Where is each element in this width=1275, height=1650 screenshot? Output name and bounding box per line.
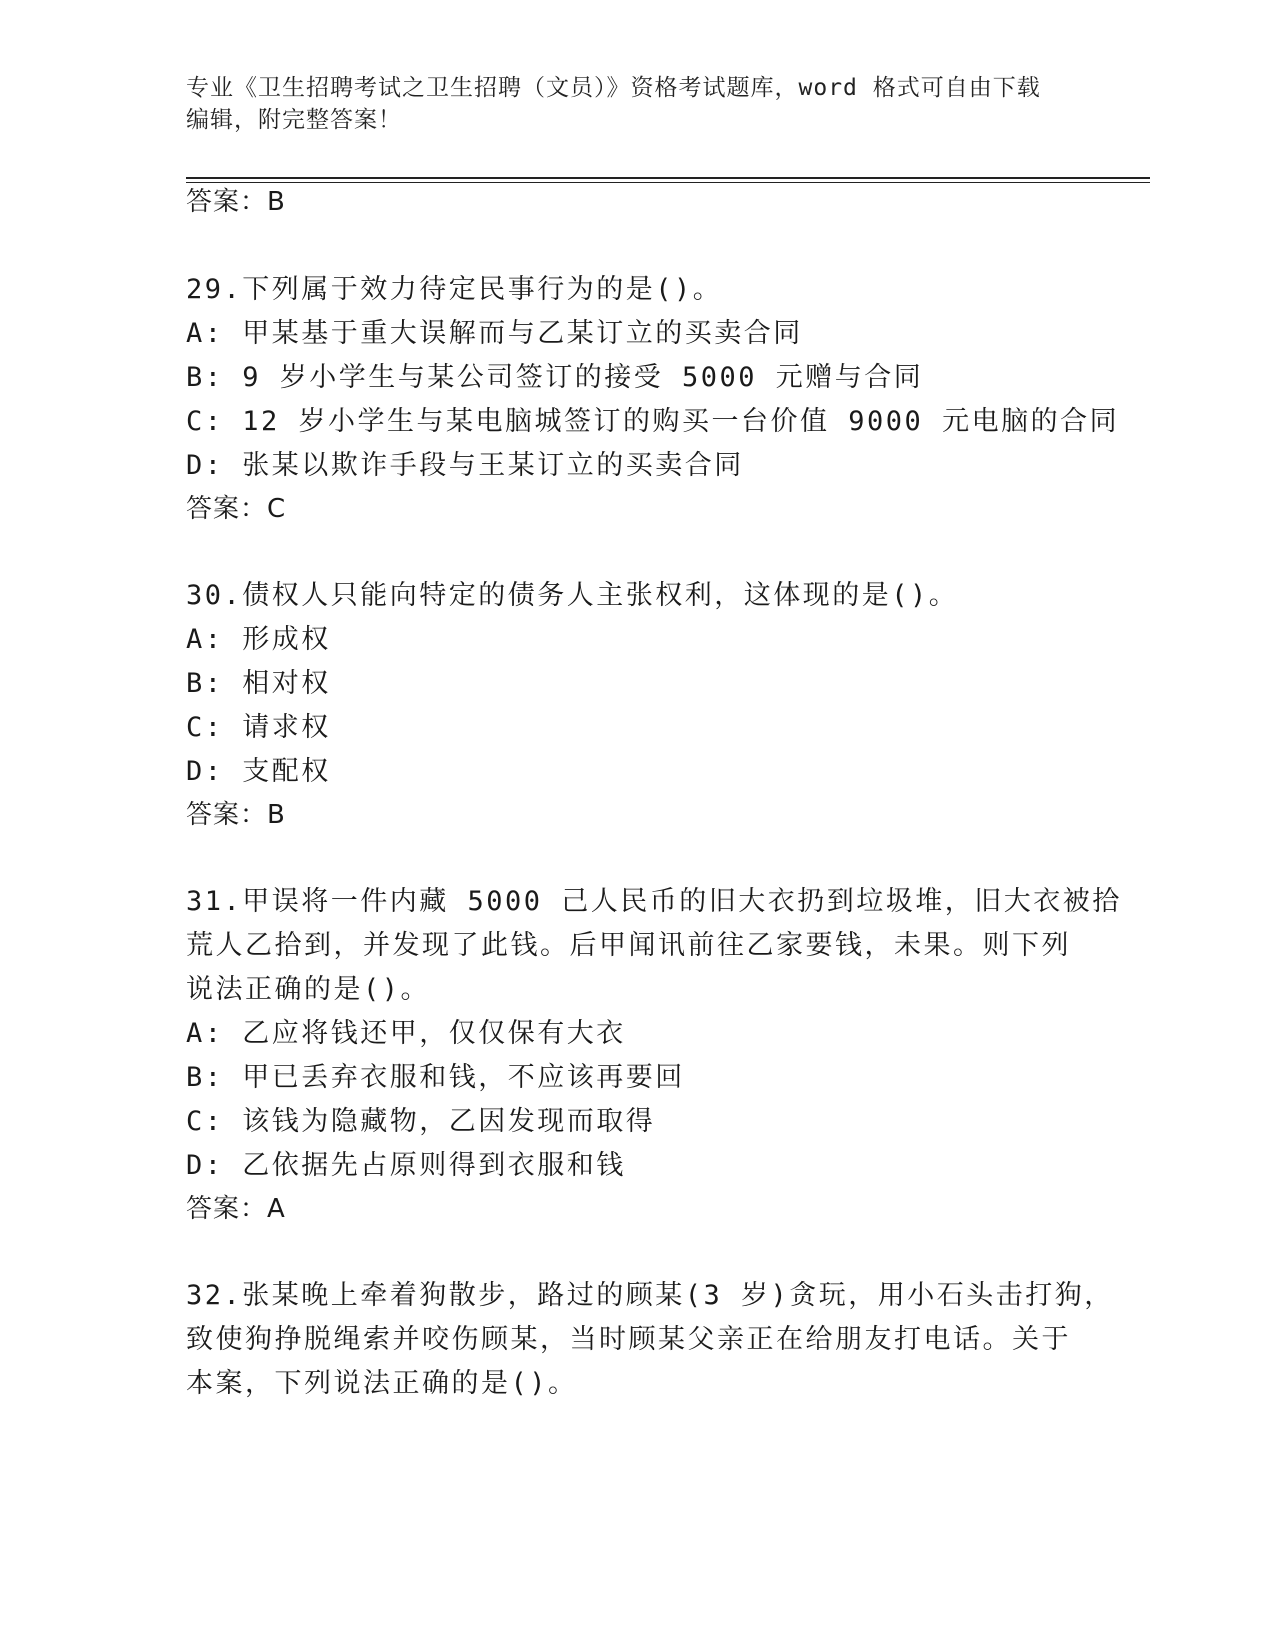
question-31-option-b: B: 甲已丢弃衣服和钱，不应该再要回 bbox=[186, 1062, 685, 1093]
page-header bbox=[186, 72, 1086, 136]
header-divider-thin bbox=[186, 182, 1150, 183]
question-30-option-b: B: 相对权 bbox=[186, 668, 331, 699]
question-29-option-c: C: 12 岁小学生与某电脑城签订的购买一台价值 9000 元电脑的合同 bbox=[186, 406, 1120, 437]
question-31-answer: 答案：A bbox=[186, 1194, 286, 1224]
question-29-stem: 29.下列属于效力待定民事行为的是()。 bbox=[186, 274, 723, 305]
question-31-option-d: D: 乙依据先占原则得到衣服和钱 bbox=[186, 1150, 626, 1181]
question-30-stem: 30.债权人只能向特定的债务人主张权利，这体现的是()。 bbox=[186, 580, 959, 611]
question-32-stem-line-2: 致使狗挣脱绳索并咬伤顾某，当时顾某父亲正在给朋友打电话。关于 bbox=[186, 1324, 1071, 1355]
header-line-2: 编辑，附完整答案！ bbox=[186, 107, 402, 133]
question-31-stem-line-1: 31.甲误将一件内藏 5000 己人民币的旧大衣扔到垃圾堆，旧大衣被拾 bbox=[186, 886, 1122, 917]
question-29-option-d: D: 张某以欺诈手段与王某订立的买卖合同 bbox=[186, 450, 744, 481]
question-31-option-c: C: 该钱为隐藏物，乙因发现而取得 bbox=[186, 1106, 656, 1137]
question-31-option-a: A: 乙应将钱还甲，仅仅保有大衣 bbox=[186, 1018, 626, 1049]
question-31-stem-line-2: 荒人乙拾到，并发现了此钱。后甲闻讯前往乙家要钱，未果。则下列 bbox=[186, 930, 1071, 961]
header-line-1: 专业《卫生招聘考试之卫生招聘（文员）》资格考试题库，word 格式可自由下载 bbox=[186, 75, 1041, 101]
question-30-option-c: C: 请求权 bbox=[186, 712, 331, 743]
question-31-stem-line-3: 说法正确的是()。 bbox=[186, 974, 431, 1005]
question-30-answer: 答案：B bbox=[186, 800, 286, 830]
question-30-option-a: A: 形成权 bbox=[186, 624, 331, 655]
question-32-stem-line-3: 本案，下列说法正确的是()。 bbox=[186, 1368, 578, 1399]
question-30-option-d: D: 支配权 bbox=[186, 756, 331, 787]
question-29-option-b: B: 9 岁小学生与某公司签订的接受 5000 元赠与合同 bbox=[186, 362, 924, 393]
question-29-answer: 答案：C bbox=[186, 494, 287, 524]
question-29-option-a: A: 甲某基于重大误解而与乙某订立的买卖合同 bbox=[186, 318, 803, 349]
header-divider bbox=[186, 177, 1150, 179]
previous-answer: 答案：B bbox=[186, 187, 286, 217]
question-32-stem-line-1: 32.张某晚上牵着狗散步，路过的顾某(3 岁)贪玩，用小石头击打狗， bbox=[186, 1280, 1114, 1311]
